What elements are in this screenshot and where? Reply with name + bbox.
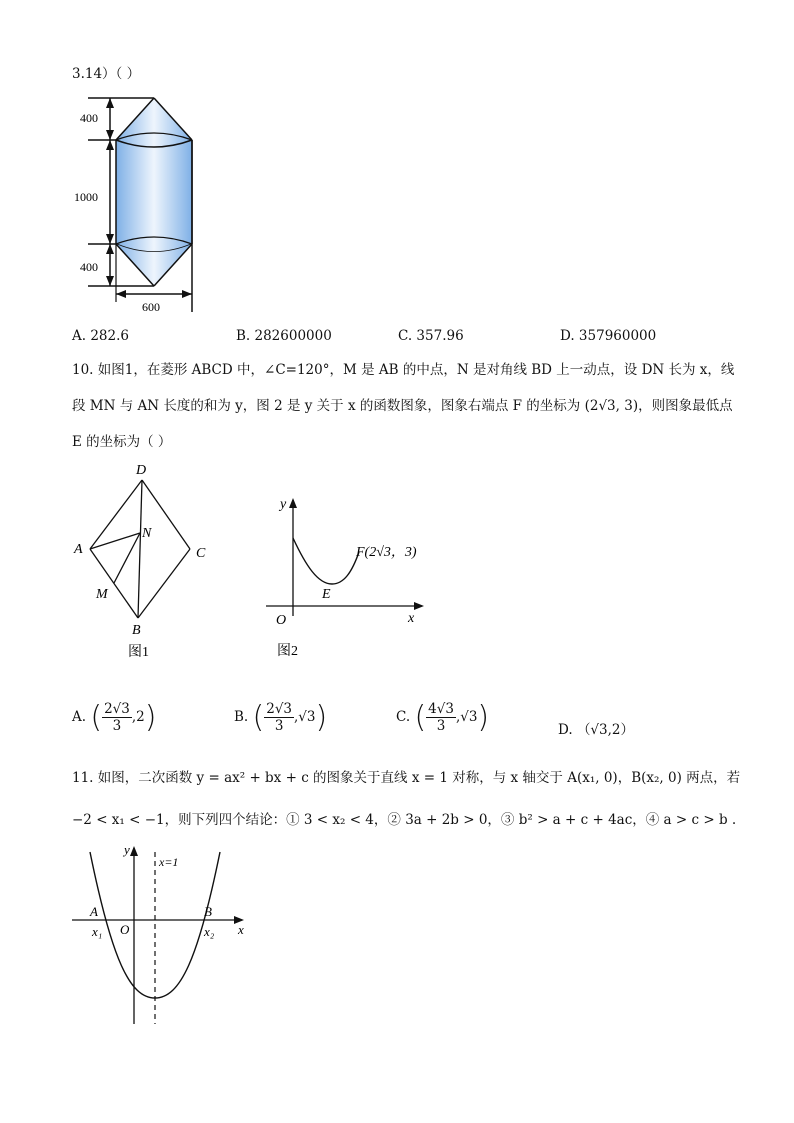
point-e-label: E [322,587,331,602]
q10-option-c: C. ( $\frac{4√3}{3}$ ,√3) [396,700,490,735]
option-b-denominator: 3 [274,718,284,734]
q10-stem-line1: 10. 如图1，在菱形 ABCD 中，∠C=120°，M 是 AB 的中点，N 是对角线 BD 上一动点，设 DN 长为 x，线 [72,362,735,378]
option-a-denominator: 3 [112,718,122,734]
q10-figure-1-rhombus [66,458,226,664]
q10-option-d [558,718,634,738]
option-a-label: A. [72,709,87,725]
q10-stem-line2: 段 MN 与 AN 长度的和为 y，图 2 是 y 关于 x 的函数图象，图象右端点 F 的坐标为 (2√3, 3)，则图象最低点 [72,398,733,414]
x1-label: x₁ [92,924,103,939]
symmetry-axis-label: x=1 [159,855,179,869]
dim-top-label: 400 [80,111,98,125]
option-c-label: C. [396,709,411,725]
option-c-tail: ,√3 [455,709,478,725]
axis-y-label: y [280,497,287,512]
option-a-tail: ,2 [131,709,145,725]
q9-option-c: C. 357.96 [398,328,464,344]
q11-stem-line1: 11. 如图，二次函数 y = ax² + bx + c 的图象关于直线 x = 1 对称，与 x 轴交于 A(x₁, 0)，B(x₂, 0) 两点，若 [72,770,741,786]
label-b: B [132,623,141,638]
option-b-label: B. [234,709,249,725]
q9-silo-figure [72,88,212,318]
point-f-label: F(2√3，3) [356,545,417,560]
axis-x-label: x [408,611,415,626]
option-d-label: D. [558,722,573,738]
option-c-denominator: 3 [436,718,446,734]
x2-label: x₂ [204,924,215,939]
figure-2-caption: 图2 [277,644,298,659]
label-n: N [142,526,152,541]
q9-option-a: A. 282.6 [72,328,129,344]
x-axis-label: x [238,922,244,937]
dim-mid-label: 1000 [74,190,98,204]
q11-stem-line2: −2 < x₁ < −1，则下列四个结论：① 3 < x₂ < 4，② 3a + 2b > 0，③ b² > a + c + 4ac，④ a > c > b . [72,812,737,828]
silo-top-cone [116,98,192,147]
point-a-label: A [90,904,98,919]
function-curve [293,538,359,584]
q10-stem-line3: E 的坐标为（ ） [72,434,172,450]
label-m: M [96,587,108,602]
option-b-tail: ,√3 [294,709,316,725]
q10-option-a: A. ( $\frac{2√3}{3}$ ,2) [72,700,157,735]
q9-stem-tail: 3.14）（ ） [72,66,141,82]
origin-label: O [120,922,130,937]
option-c-numerator: 4√3 [428,701,454,717]
origin-label: O [276,613,287,628]
q9-option-d: D. 357960000 [560,328,657,344]
q10-figure-2-graph [260,490,440,664]
silo-cylinder [116,140,192,252]
q10-option-b: B. ( $\frac{2√3}{3}$ ,√3) [234,700,328,735]
figure-1-caption: 图1 [128,645,149,660]
label-d: D [136,463,147,478]
option-d-text: （√3,2） [576,722,635,738]
point-b-label: B [204,904,212,919]
q11-parabola-figure [70,840,260,1030]
q9-option-b: B. 282600000 [236,328,332,344]
dim-bottom-label: 400 [80,260,98,274]
y-axis-label: y [124,842,130,857]
option-a-numerator: 2√3 [104,701,130,717]
label-c: C [196,546,206,561]
option-b-numerator: 2√3 [266,701,293,717]
dim-width-label: 600 [142,300,160,314]
label-a: A [74,542,83,557]
